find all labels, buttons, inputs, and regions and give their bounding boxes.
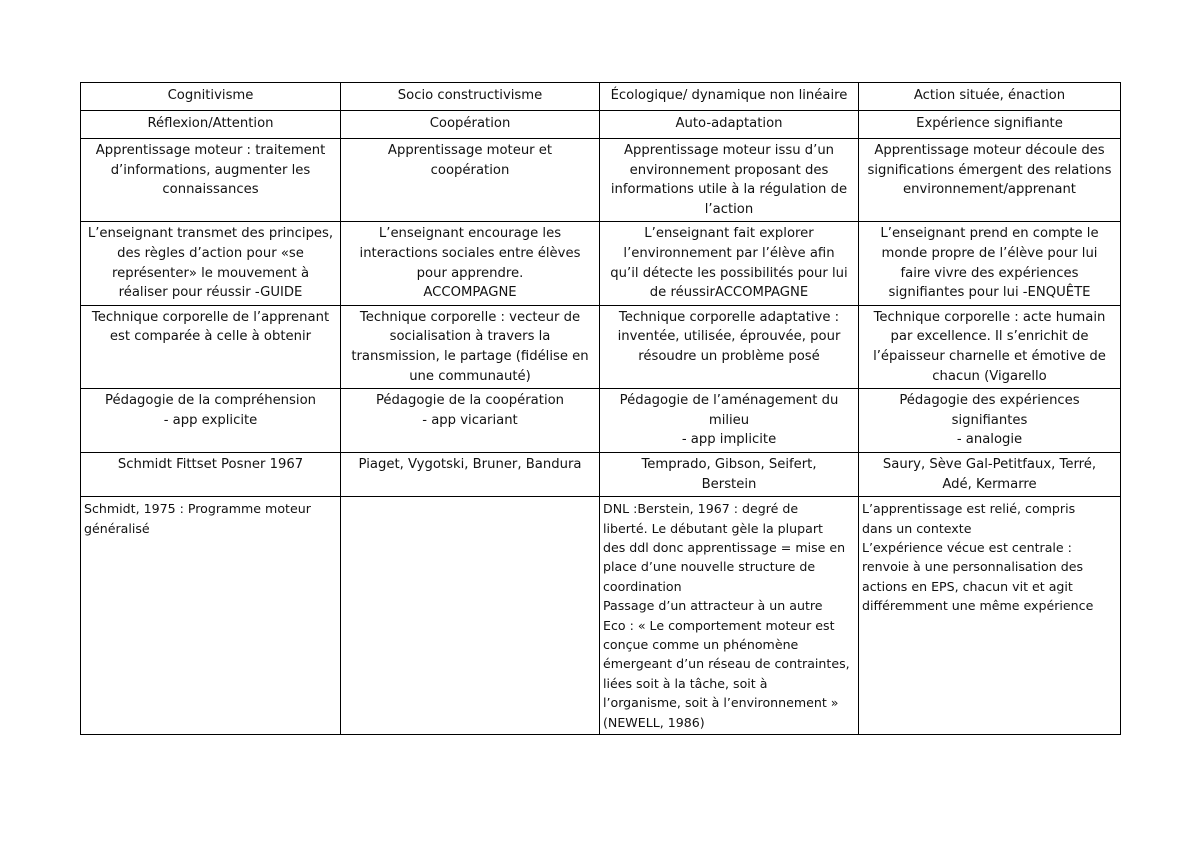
table-cell: Socio constructivisme — [341, 83, 600, 111]
table-cell: Pédagogie de l’aménagement du milieu - app implicite — [600, 389, 859, 453]
table-cell: Réflexion/Attention — [81, 111, 341, 139]
table-cell: L’enseignant encourage les interactions sociales entre élèves pour apprendre. ACCOMPAGNE — [341, 222, 600, 305]
table-cell: Schmidt, 1975 : Programme moteur généralisé — [81, 497, 341, 735]
table-cell: L’enseignant prend en compte le monde propre de l’élève pour lui faire vivre des expériences signifiantes pour lui -ENQUÊTE — [859, 222, 1121, 305]
table-cell — [341, 497, 600, 735]
row-motor-learning — [81, 139, 1121, 222]
row-body-technique — [81, 305, 1121, 388]
table-cell: Technique corporelle de l’apprenant est comparée à celle à obtenir — [81, 305, 341, 388]
table-cell: Écologique/ dynamique non linéaire — [600, 83, 859, 111]
row-pedagogy — [81, 389, 1121, 453]
table-cell: Pédagogie de la compréhension - app explicite — [81, 389, 341, 453]
table-cell: Action située, énaction — [859, 83, 1121, 111]
table-cell: Apprentissage moteur issu d’un environnement proposant des informations utile à la régulation de l’action — [600, 139, 859, 222]
table-cell: Technique corporelle adaptative : inventée, utilisée, éprouvée, pour résoudre un problème posé — [600, 305, 859, 388]
table-cell: Cognitivisme — [81, 83, 341, 111]
table-cell: Technique corporelle : vecteur de socialisation à travers la transmission, le partage (fidélise en une communauté) — [341, 305, 600, 388]
comparison-table — [80, 82, 1121, 735]
row-notes — [81, 497, 1121, 735]
table-cell: Pédagogie des expériences signifiantes - analogie — [859, 389, 1121, 453]
table-cell: Auto-adaptation — [600, 111, 859, 139]
table-cell: Apprentissage moteur : traitement d’informations, augmenter les connaissances — [81, 139, 341, 222]
table-body — [81, 83, 1121, 735]
table-cell: Pédagogie de la coopération - app vicariant — [341, 389, 600, 453]
table-cell: Expérience signifiante — [859, 111, 1121, 139]
table-cell: L’apprentissage est relié, compris dans un contexte L’expérience vécue est centrale : renvoie à une personnalisation des actions en EPS, chacun vit et agit différemment une même expérience — [859, 497, 1121, 735]
table-cell: DNL :Berstein, 1967 : degré de liberté. Le débutant gèle la plupart des ddl donc apprentissage = mise en place d’une nouvelle structure de coordination Passage d’un attracteur à un autre Eco : « Le comportement moteur est conçue comme un phénomène émergeant d’un réseau de contraintes, liées soit à la tâche, soit à l’organisme, soit à l’environnement » (NEWELL, 1986) — [600, 497, 859, 735]
table-cell: Schmidt Fittset Posner 1967 — [81, 452, 341, 496]
table-cell: Piaget, Vygotski, Bruner, Bandura — [341, 452, 600, 496]
table-cell: Apprentissage moteur découle des significations émergent des relations environnement/apprenant — [859, 139, 1121, 222]
row-authors — [81, 452, 1121, 496]
table-cell: Temprado, Gibson, Seifert, Berstein — [600, 452, 859, 496]
row-teacher-role — [81, 222, 1121, 305]
table-cell: Technique corporelle : acte humain par excellence. Il s’enrichit de l’épaisseur charnelle et émotive de chacun (Vigarello — [859, 305, 1121, 388]
row-key-concept — [81, 111, 1121, 139]
table-cell: Apprentissage moteur et coopération — [341, 139, 600, 222]
table-cell: L’enseignant transmet des principes, des règles d’action pour «se représenter» le mouvement à réaliser pour réussir -GUIDE — [81, 222, 341, 305]
header-row-approaches — [81, 83, 1121, 111]
table-cell: Saury, Sève Gal-Petitfaux, Terré, Adé, Kermarre — [859, 452, 1121, 496]
table-cell: Coopération — [341, 111, 600, 139]
table-cell: L’enseignant fait explorer l’environnement par l’élève afin qu’il détecte les possibilités pour lui de réussirACCOMPAGNE — [600, 222, 859, 305]
